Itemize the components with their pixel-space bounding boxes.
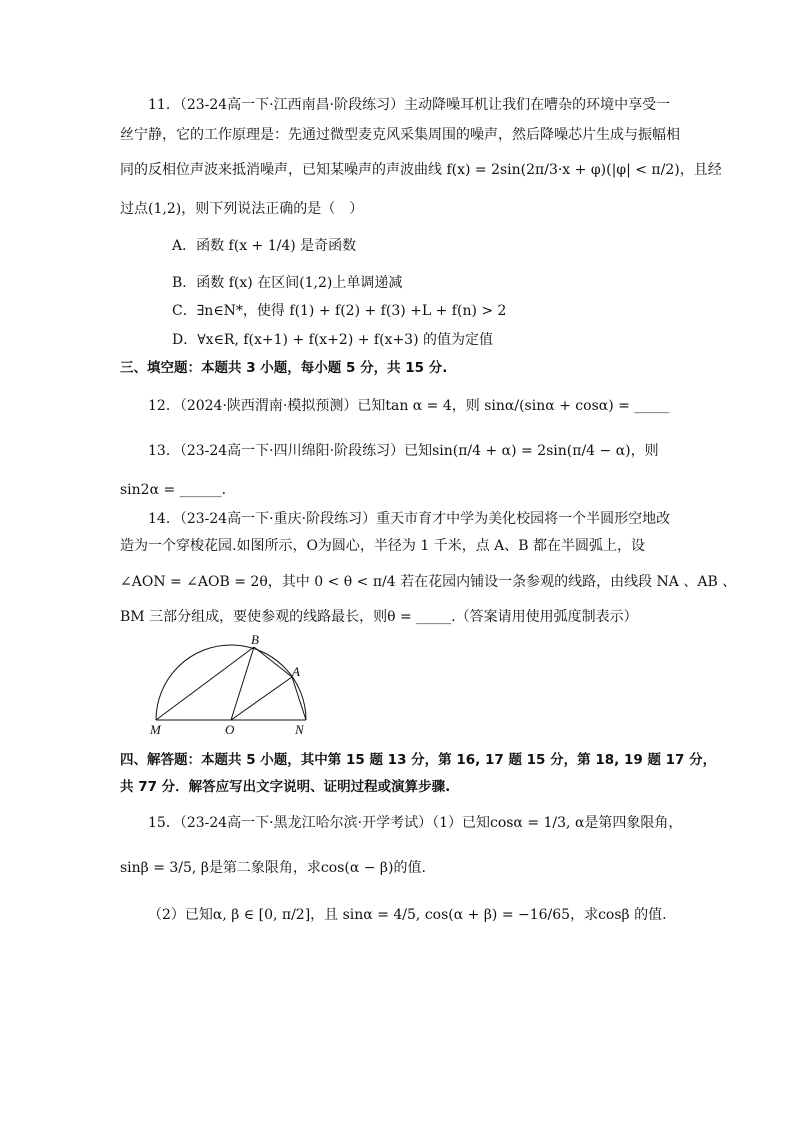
label-n: N <box>295 722 304 737</box>
problem-11-line-2: 丝宁静，它的工作原理是：先通过微型麦克风采集周围的噪声，然后降噪芯片生成与振幅相 <box>120 127 680 143</box>
problem-11-option-c: C．∃n∈N*，使得 f(1) + f(2) + f(3) +L + f(n) > 2 <box>172 303 507 319</box>
problem-11-option-b: B．函数 f(x) 在区间(1,2)上单调递减 <box>172 275 403 291</box>
label-b: B <box>251 632 259 647</box>
problem-15-line-1: 15．（23-24高一下·黑龙江哈尔滨·开学考试）（1）已知cosα = 1/3, α是第四象限角， <box>148 815 683 831</box>
segment-ab <box>254 647 292 677</box>
problem-11-option-a: A．函数 f(x + 1/4) 是奇函数 <box>172 238 357 254</box>
problem-15-line-3: （2）已知α, β ∈ [0, π/2]，且 sinα = 4/5, cos(α + β) = −16/65，求cosβ 的值. <box>148 907 667 923</box>
label-a: A <box>292 664 300 679</box>
segment-ob <box>231 647 254 720</box>
problem-14-line-1: 14．（23-24高一下·重庆·阶段练习）重天市育才中学为美化校园将一个半圆形空地改 <box>148 511 671 527</box>
problem-11-line-3: 同的反相位声波来抵消噪声，已知某噪声的声波曲线 f(x) = 2sin(2π/3·x + φ)(|φ| < π/2)，且经 <box>120 162 722 178</box>
segment-mb <box>156 647 254 720</box>
semicircle-figure <box>148 632 318 738</box>
section-3-heading: 三、填空题：本题共 3 小题，每小题 5 分，共 15 分. <box>120 360 448 376</box>
problem-11-option-d: D．∀x∈R, f(x+1) + f(x+2) + f(x+3) 的值为定值 <box>172 332 494 348</box>
segment-an <box>292 677 306 720</box>
problem-14-line-2: 造为一个穿梭花园.如图所示，O为圆心，半径为 1 千米，点 A、B 都在半圆弧上，设 <box>120 538 646 554</box>
label-o: O <box>225 722 235 737</box>
segment-oa <box>231 677 292 720</box>
problem-12: 12．（2024·陕西渭南·模拟预测）已知tan α = 4，则 sinα/(sinα + cosα) = _____ <box>148 398 670 414</box>
problem-14-line-3: ∠AON = ∠AOB = 2θ，其中 0 < θ < π/4 若在花园内铺设一条参观的线路，由线段 NA 、AB 、 <box>120 574 737 590</box>
problem-11-line-1: 11．（23-24高一下·江西南昌·阶段练习）主动降噪耳机让我们在嘈杂的环境中享受一 <box>148 97 671 113</box>
problem-14-line-4: BM 三部分组成，要使参观的线路最长，则θ = _____.（答案请用使用弧度制表示） <box>120 609 638 625</box>
section-4-heading-line-2: 共 77 分．解答应写出文字说明、证明过程或演算步骤. <box>120 779 451 795</box>
problem-15-line-2: sinβ = 3/5, β是第二象限角，求cos(α − β)的值. <box>120 860 426 876</box>
problem-11-line-4: 过点(1,2)，则下列说法正确的是（ ） <box>120 201 364 217</box>
problem-13-line-1: 13．（23-24高一下·四川绵阳·阶段练习）已知sin(π/4 + α) = 2sin(π/4 − α)，则 <box>148 443 659 459</box>
problem-13-line-2: sin2α = ______. <box>120 482 227 498</box>
label-m: M <box>150 722 161 737</box>
section-4-heading-line-1: 四、解答题：本题共 5 小题，其中第 15 题 13 分，第 16, 17 题 15 分，第 18, 19 题 17 分， <box>120 752 717 768</box>
